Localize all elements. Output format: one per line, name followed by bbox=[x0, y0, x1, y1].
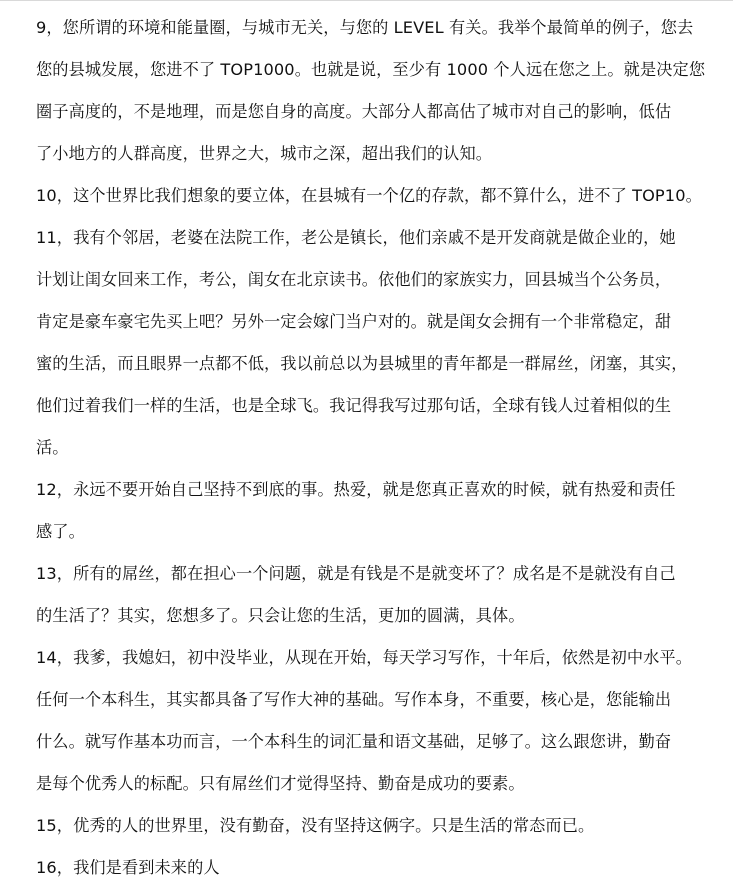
text-line: 9，您所谓的环境和能量圈，与城市无关，与您的 LEVEL 有关。我举个最简单的例子，您去 bbox=[36, 18, 694, 37]
text-line: 16，我们是看到未来的人 bbox=[36, 858, 220, 877]
document-body bbox=[36, 11, 706, 893]
text-line: 11，我有个邻居，老婆在法院工作，老公是镇长，他们亲戚不是开发商就是做企业的，她 bbox=[36, 228, 676, 247]
text-line: 计划让闺女回来工作，考公，闺女在北京读书。依他们的家族实力，回县城当个公务员， bbox=[36, 270, 672, 289]
text-line: 肯定是豪车豪宅先买上吧？另外一定会嫁门当户对的。就是闺女会拥有一个非常稳定，甜 bbox=[36, 312, 672, 331]
text-line: 15，优秀的人的世界里，没有勤奋，没有坚持这俩字。只是生活的常态而已。 bbox=[36, 816, 595, 835]
text-line: 14，我爹，我媳妇，初中没毕业，从现在开始，每天学习写作，十年后，依然是初中水平。 bbox=[36, 648, 693, 667]
text-line: 了小地方的人群高度，世界之大，城市之深，超出我们的认知。 bbox=[36, 144, 493, 163]
text-line: 12，永远不要开始自己坚持不到底的事。热爱，就是您真正喜欢的时候，就有热爱和责任 bbox=[36, 480, 676, 499]
text-line: 的生活了？其实，您想多了。只会让您的生活，更加的圆满，具体。 bbox=[36, 606, 525, 625]
text-line: 蜜的生活，而且眼界一点都不低，我以前总以为县城里的青年都是一群屌丝，闭塞，其实， bbox=[36, 354, 688, 373]
text-line: 圈子高度的，不是地理，而是您自身的高度。大部分人都高估了城市对自己的影响，低估 bbox=[36, 102, 672, 121]
text-line: 您的县城发展，您进不了 TOP1000。也就是说，至少有 1000 个人远在您之上。就是决定您 bbox=[36, 60, 706, 79]
page-top-border bbox=[0, 0, 733, 1]
text-line: 他们过着我们一样的生活，也是全球飞。我记得我写过那句话，全球有钱人过着相似的生 bbox=[36, 396, 672, 415]
text-line: 什么。就写作基本功而言，一个本科生的词汇量和语文基础，足够了。这么跟您讲，勤奋 bbox=[36, 732, 672, 751]
text-line: 10，这个世界比我们想象的要立体，在县城有一个亿的存款，都不算什么，进不了 TOP10。 bbox=[36, 186, 702, 205]
text-line: 感了。 bbox=[36, 522, 85, 541]
text-line: 活。 bbox=[36, 438, 69, 457]
text-line: 13，所有的屌丝，都在担心一个问题，就是有钱是不是就变坏了？成名是不是就没有自己 bbox=[36, 564, 676, 583]
text-line: 是每个优秀人的标配。只有屌丝们才觉得坚持、勤奋是成功的要素。 bbox=[36, 774, 525, 793]
text-line: 任何一个本科生，其实都具备了写作大神的基础。写作本身，不重要，核心是，您能输出 bbox=[36, 690, 672, 709]
